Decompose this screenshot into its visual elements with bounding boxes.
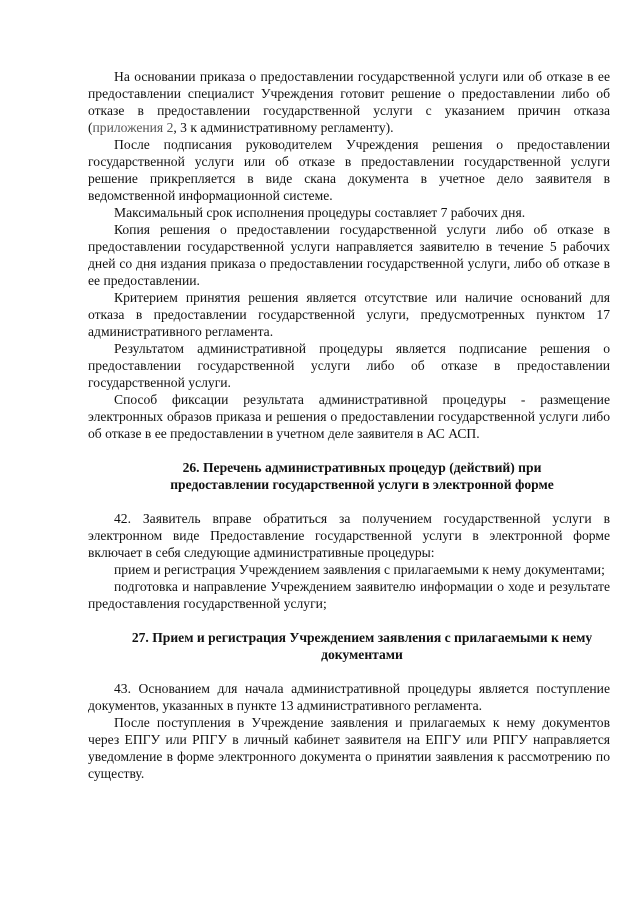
section-heading-26: 26. Перечень административных процедур (действий) при предоставлении государственной услуги в электронной форме: [170, 460, 554, 492]
heading-number: 27: [131, 630, 146, 645]
document-page: [88, 68, 610, 782]
paragraph-43: 43. Основанием для начала административной процедуры является поступление документов, указанных в пункте 13 административного регламента.: [88, 681, 610, 713]
paragraph-max-term: Максимальный срок исполнения процедуры составляет 7 рабочих дня.: [114, 205, 526, 220]
heading-number: 26.: [182, 460, 200, 475]
appendix-reference: приложения 2: [92, 120, 174, 135]
paragraph-fixation-method: Способ фиксации результата административной процедуры - размещение электронных образов приказа и решения о предоставлении государственной услуги либо об отказе в ее предоставлении в учетном деле заявителя в АС АСП.: [88, 392, 610, 441]
paragraph-decision-preparation: На основании приказа о предоставлении государственной услуги или об отказе в ее предоставлении специалист Учреждения готовит решение о предоставлении либо об отказе в предоставлении государственной услуги с указанием причин отказа (приложения 2, 3 к административному регламенту).: [88, 69, 610, 135]
section-heading-27: 27. Прием и регистрация Учреждением заявления с прилагаемыми к нему документами: [131, 630, 593, 662]
paragraph-decision-copy: Копия решения о предоставлении государственной услуги либо об отказе в предоставлении государственной услуги направляется заявителю в течение 5 рабочих дней со дня издания приказа о предоставлении государственной услуги, либо об отказе в ее предоставлении.: [88, 222, 610, 288]
paragraph-42: 42. Заявитель вправе обратиться за получением государственной услуги в электронном виде Предоставление государственной услуги в электронной форме включает в себя следующие административные процедуры:: [88, 511, 610, 560]
list-item-reception: прием и регистрация Учреждением заявления с прилагаемыми к нему документами;: [114, 562, 605, 577]
paragraph-notification: После поступления в Учреждение заявления и прилагаемых к нему документов через ЕПГУ или РПГУ в личный кабинет заявителя на ЕПГУ или РПГУ направляется уведомление в форме электронного документа о принятии заявления к рассмотрению по существу.: [88, 715, 610, 781]
paragraph-decision-attachment: После подписания руководителем Учреждения решения о предоставлении государственной услуги или об отказе в предоставлении государственной услуги решение прикрепляется в виде скана документа в учетное дело заявителя в ведомственной информационной системе.: [88, 137, 610, 203]
paragraph-result: Результатом административной процедуры является подписание решения о предоставлении государственной услуги либо об отказе в предоставлении государственной услуги.: [88, 341, 610, 390]
list-item-notification: подготовка и направление Учреждением заявителю информации о ходе и результате предоставления государственной услуги;: [88, 579, 610, 611]
paragraph-criterion: Критерием принятия решения является отсутствие или наличие оснований для отказа в предоставлении государственной услуги, предусмотренных пунктом 17 административного регламента.: [88, 290, 610, 339]
